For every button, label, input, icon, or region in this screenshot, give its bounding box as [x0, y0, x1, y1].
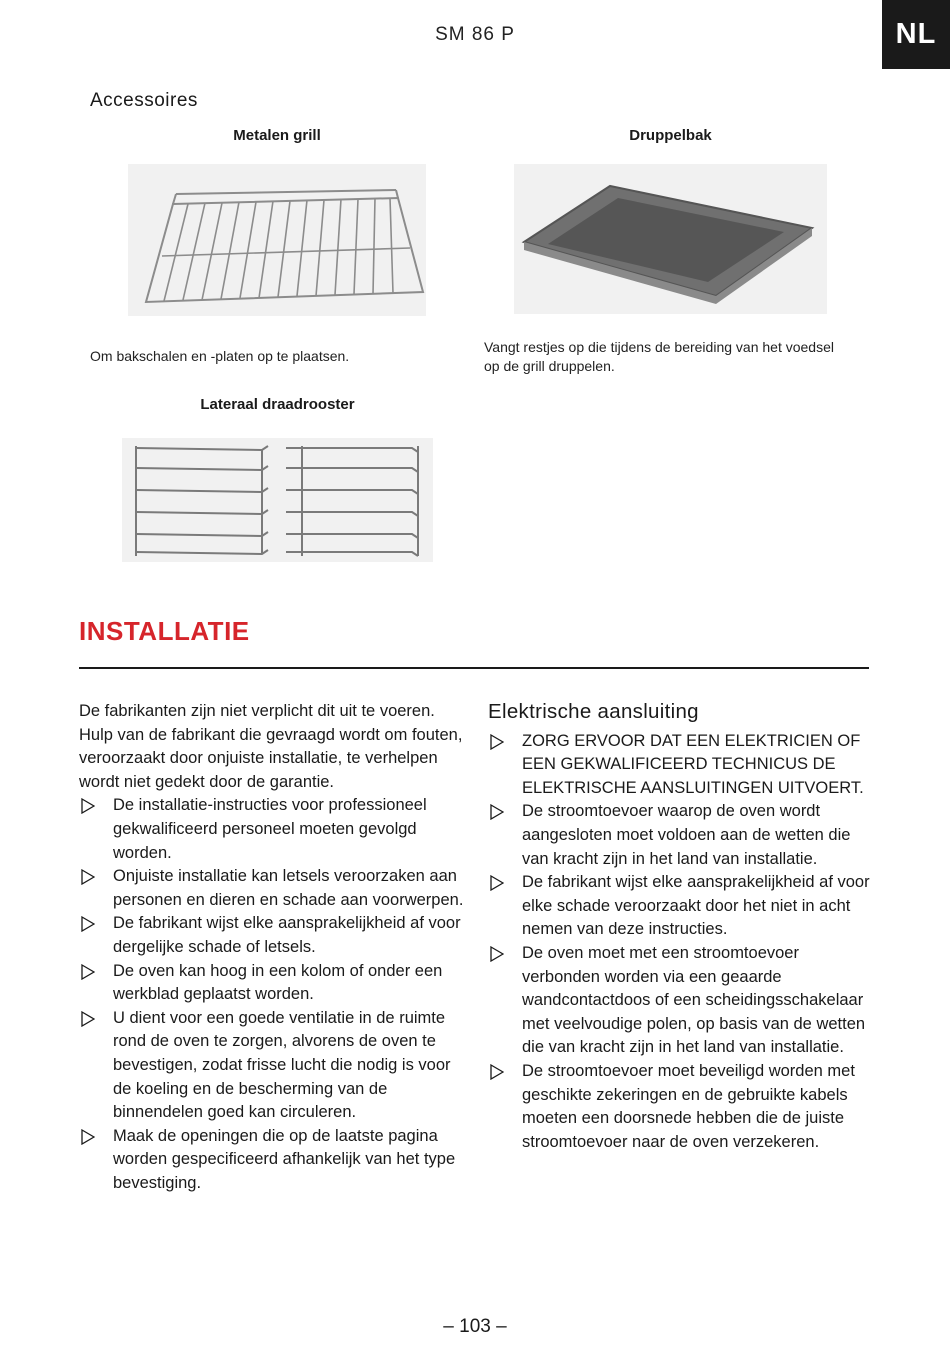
- triangle-bullet-icon: [490, 875, 504, 891]
- list-item: ZORG ERVOOR DAT EEN ELEKTRICIEN OF EEN GEKWALIFICEERD TECHNICUS DE ELEKTRISCHE AANSLUITINGEN UITVOERT.: [488, 730, 873, 801]
- list-item: De fabrikant wijst elke aansprakelijkheid af voor elke schade veroorzaakt door het niet in acht nemen van deze instructies.: [488, 871, 873, 942]
- list-item: De oven kan hoog in een kolom of onder een werkblad geplaatst worden.: [79, 960, 464, 1007]
- list-item: Onjuiste installatie kan letsels veroorzaken aan personen en dieren en schade aan voorwerpen.: [79, 865, 464, 912]
- list-item: De oven moet met een stroomtoevoer verbonden worden via een geaarde wandcontactdoos of een scheidingsschakelaar met veelvoudige polen, op basis van de wetten die van kracht zijn in het land van installatie.: [488, 942, 873, 1060]
- model-header: SM 86 P: [435, 24, 515, 45]
- list-item: De fabrikant wijst elke aansprakelijkheid af voor dergelijke schade of letsels.: [79, 912, 464, 959]
- installatie-title: INSTALLATIE: [79, 616, 250, 646]
- page-number: – 103 –: [443, 1316, 507, 1337]
- list-item: U dient voor een goede ventilatie in de ruimte rond de oven te zorgen, alvorens de oven te bevestigen, zodat frisse lucht die nodig is voor de koeling en de bescherming van de binnendelen goed kan circuleren.: [79, 1007, 464, 1125]
- grill-caption: Metalen grill: [233, 127, 321, 144]
- triangle-bullet-icon: [81, 869, 95, 885]
- drip-tray-description: Vangt restjes op die tijdens de bereiding van het voedsel op de grill druppelen.: [484, 339, 834, 374]
- drip-tray-image: [514, 164, 827, 314]
- elektrische-column: [488, 700, 873, 1154]
- side-rack-image: [122, 438, 433, 562]
- grill-description: Om bakschalen en -platen op te plaatsen.: [90, 348, 350, 364]
- drip-tray-caption: Druppelbak: [629, 127, 712, 144]
- list-item: De stroomtoevoer waarop de oven wordt aangesloten moet voldoen aan de wetten die van kracht zijn in het land van installatie.: [488, 800, 873, 871]
- drip-tray-icon: [514, 164, 827, 314]
- triangle-bullet-icon: [81, 798, 95, 814]
- triangle-bullet-icon: [490, 804, 504, 820]
- list-item: De stroomtoevoer moet beveiligd worden met geschikte zekeringen en de gebruikte kabels moeten een doorsnede hebben die de juiste stroomtoevoer naar de oven verzekeren.: [488, 1060, 873, 1154]
- triangle-bullet-icon: [81, 964, 95, 980]
- section-divider: [79, 667, 869, 669]
- accessories-title: Accessoires: [90, 90, 198, 111]
- list-item: De installatie-instructies voor professioneel gekwalificeerd personeel moeten gevolgd worden.: [79, 794, 464, 865]
- language-tab: NL: [882, 0, 950, 69]
- triangle-bullet-icon: [81, 1129, 95, 1145]
- installatie-column: [79, 700, 464, 1195]
- metal-grill-image: [128, 164, 426, 316]
- wire-grill-icon: [128, 164, 426, 316]
- triangle-bullet-icon: [490, 734, 504, 750]
- triangle-bullet-icon: [490, 946, 504, 962]
- triangle-bullet-icon: [81, 916, 95, 932]
- triangle-bullet-icon: [81, 1011, 95, 1027]
- installatie-intro: De fabrikanten zijn niet verplicht dit uit te voeren. Hulp van de fabrikant die gevraagd wordt om fouten, veroorzaakt door onjuiste installatie, te verhelpen wordt niet gedekt door de garantie.: [79, 702, 463, 791]
- elektrische-title: Elektrische aansluiting: [488, 700, 699, 723]
- list-item: Maak de openingen die op de laatste pagina worden gespecificeerd afhankelijk van het type bevestiging.: [79, 1125, 464, 1196]
- installatie-list: [79, 794, 464, 1195]
- triangle-bullet-icon: [490, 1064, 504, 1080]
- side-rack-caption: Lateraal draadrooster: [200, 396, 355, 413]
- side-wire-rack-icon: [122, 438, 433, 562]
- elektrische-list: [488, 730, 873, 1155]
